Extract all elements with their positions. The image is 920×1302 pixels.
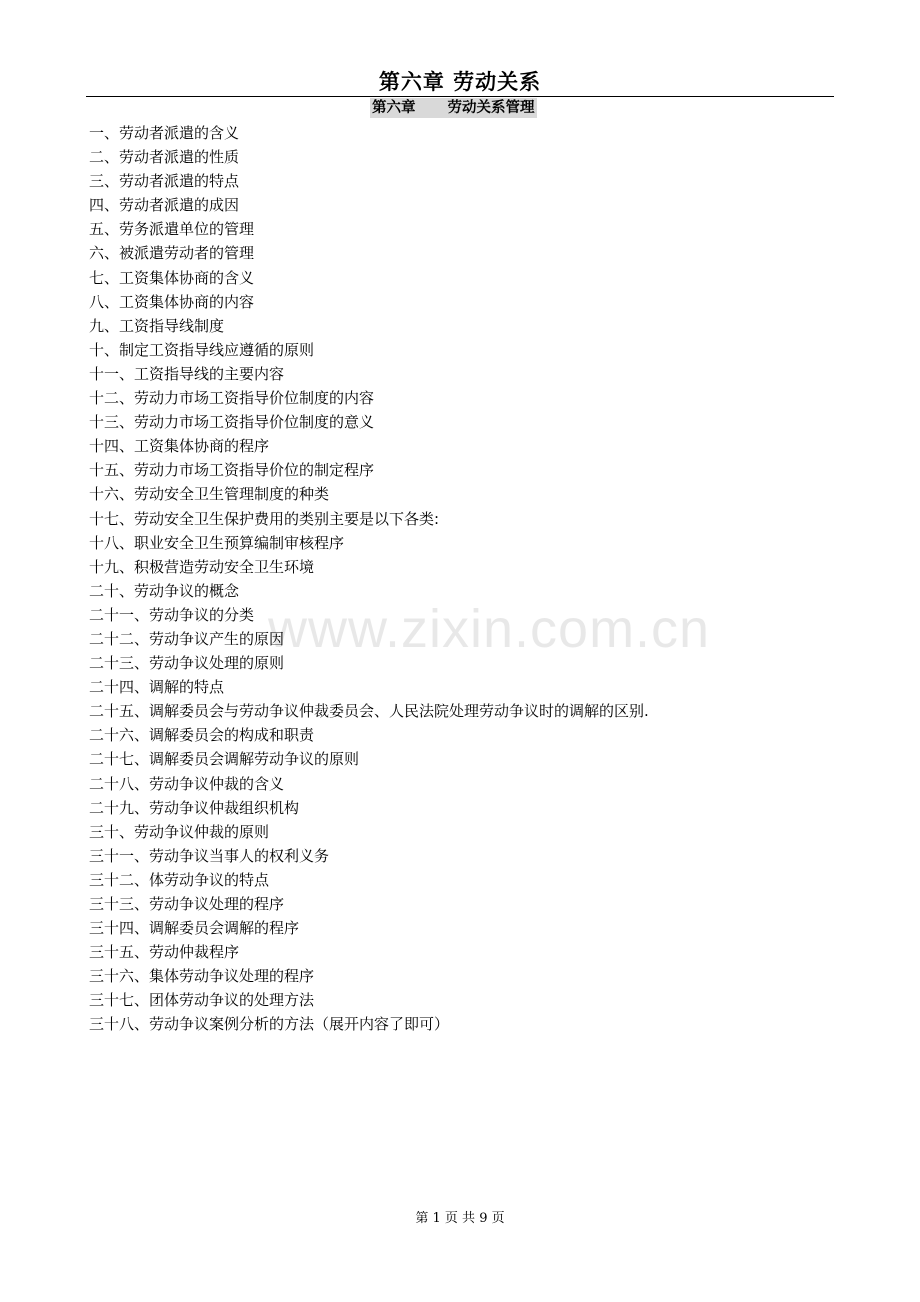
outline-item: 六、被派遣劳动者的管理 [89, 244, 255, 263]
outline-item: 三、劳动者派遣的特点 [89, 172, 240, 191]
outline-item: 二十九、劳动争议仲裁组织机构 [89, 798, 300, 817]
outline-list [89, 121, 649, 1037]
outline-item: 八、工资集体协商的内容 [89, 292, 255, 311]
outline-item: 十五、劳动力市场工资指导价位的制定程序 [89, 461, 375, 480]
outline-item: 二十一、劳动争议的分类 [89, 605, 255, 624]
outline-item: 十四、工资集体协商的程序 [89, 437, 270, 456]
outline-item: 十三、劳动力市场工资指导价位制度的意义 [89, 413, 375, 432]
outline-item: 二十三、劳动争议处理的原则 [89, 654, 285, 673]
subtitle-name: 劳动关系管理 [447, 100, 535, 116]
outline-item: 三十、劳动争议仲裁的原则 [89, 822, 270, 841]
subtitle-chapter: 第六章 [372, 100, 416, 116]
page-number: 第 1 页 共 9 页 [415, 1211, 505, 1226]
outline-item: 十七、劳动安全卫生保护费用的类别主要是以下各类: [89, 509, 440, 528]
outline-item: 三十二、体劳动争议的特点 [89, 870, 270, 889]
outline-item: 七、工资集体协商的含义 [89, 268, 255, 287]
outline-item: 二十五、调解委员会与劳动争议仲裁委员会、人民法院处理劳动争议时的调解的区别. [89, 702, 649, 721]
outline-item: 十八、职业安全卫生预算编制审核程序 [89, 533, 345, 552]
page-title: 第六章 劳动关系 [378, 70, 542, 94]
outline-item: 十一、工资指导线的主要内容 [89, 364, 285, 383]
outline-item: 二十六、调解委员会的构成和职责 [89, 726, 315, 745]
outline-item: 五、劳务派遣单位的管理 [89, 220, 255, 239]
outline-item: 九、工资指导线制度 [89, 316, 225, 335]
outline-item: 四、劳动者派遣的成因 [89, 196, 240, 215]
outline-item: 十二、劳动力市场工资指导价位制度的内容 [89, 389, 375, 408]
outline-item: 三十八、劳动争议案例分析的方法（展开内容了即可） [89, 1015, 450, 1034]
outline-item: 一、劳动者派遣的含义 [89, 124, 240, 142]
outline-item: 三十七、团体劳动争议的处理方法 [89, 991, 315, 1010]
chapter-subtitle [370, 98, 537, 118]
outline-item: 二十八、劳动争议仲裁的含义 [89, 774, 285, 793]
outline-item: 三十六、集体劳动争议处理的程序 [89, 967, 315, 986]
outline-item: 三十一、劳动争议当事人的权利义务 [89, 846, 330, 865]
outline-item: 十六、劳动安全卫生管理制度的种类 [89, 485, 330, 504]
outline-item: 三十五、劳动仲裁程序 [89, 943, 240, 962]
watermark: www.zixin.com.cn [268, 599, 711, 659]
outline-item: 十、制定工资指导线应遵循的原则 [89, 340, 315, 359]
page-header [86, 62, 834, 97]
outline-item: 二十、劳动争议的概念 [89, 581, 240, 600]
outline-item: 二、劳动者派遣的性质 [89, 148, 240, 167]
outline-item: 二十二、劳动争议产生的原因 [89, 629, 285, 648]
outline-item: 十九、积极营造劳动安全卫生环境 [89, 557, 315, 576]
outline-item: 二十四、调解的特点 [89, 678, 225, 697]
outline-item: 三十四、调解委员会调解的程序 [89, 919, 300, 938]
outline-item: 三十三、劳动争议处理的程序 [89, 895, 285, 913]
outline-item: 二十七、调解委员会调解劳动争议的原则 [89, 750, 360, 769]
